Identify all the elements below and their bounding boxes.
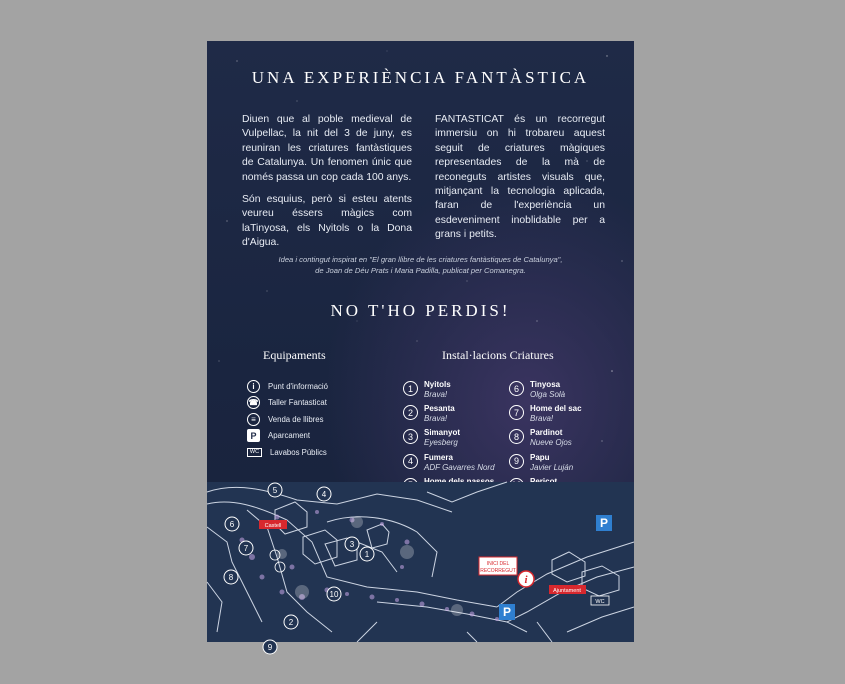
map-marker-10: 10 (329, 590, 339, 599)
equipaments-list (247, 378, 328, 461)
parking-label-north: P (599, 516, 609, 530)
artist-name: Nueve Ojos (530, 438, 572, 448)
number-badge: 1 (403, 381, 418, 396)
map-marker-8: 8 (228, 573, 234, 582)
poster (207, 41, 634, 652)
legend-label: Punt d'informació (268, 381, 328, 391)
legend-item-info (247, 378, 328, 395)
map-marker-1: 1 (364, 550, 370, 559)
creature-name: Pardinot (530, 428, 563, 438)
legend-label: Aparcament (268, 431, 311, 441)
creature-name: Home del sac (530, 404, 582, 414)
installacions-heading: Instal·lacions Criatures (442, 348, 554, 362)
artist-name: Brava! (424, 390, 448, 399)
number-badge: 7 (509, 405, 524, 420)
equipaments-heading: Equipaments (263, 348, 326, 362)
artist-name: Eyesberg (424, 438, 458, 448)
artist-name: Brava! (530, 414, 554, 424)
workshop-icon: ☎ (248, 398, 259, 408)
creature-name: Papu (530, 452, 550, 462)
book-icon: ≡ (247, 413, 260, 426)
ajuntament-label: Ajuntament (553, 588, 581, 594)
creature-name: Nyitols (424, 380, 451, 389)
number-badge: 6 (509, 381, 524, 396)
main-title: UNA EXPERIÈNCIA FANTÀSTICA (251, 68, 590, 87)
legend-label: Lavabos Públics (270, 447, 327, 457)
parking-icon: P (247, 429, 260, 442)
map-marker-7: 7 (243, 544, 249, 553)
number-badge: 3 (403, 429, 418, 444)
creature-name: Simanyot (424, 428, 461, 438)
legend-item-parking (247, 428, 328, 445)
creature-name: Fumera (424, 452, 453, 462)
parking-label-south: P (502, 605, 512, 619)
legend-item-books (247, 411, 328, 428)
legend-item-wc (247, 444, 328, 461)
legend-label: Venda de llibres (268, 414, 324, 424)
wc-map-label: WC (595, 599, 605, 605)
intro-paragraph-2: Són esquius, però si esteu atents veureu éssers màgics com laTinyosa, els Nyitols o la Dona d'Aigua. (242, 194, 412, 249)
creature-name: Pesanta (424, 404, 455, 414)
artist-name: Brava! (424, 414, 448, 424)
map-marker-5: 5 (272, 486, 278, 495)
map-marker-3: 3 (349, 540, 355, 549)
number-badge: 9 (509, 454, 524, 469)
creature-name: Tinyosa (530, 380, 561, 389)
credit-line-1: Idea i contingut inspirat en "El gran llibre de les criatures fantàstiques de Catalunya", (278, 255, 563, 264)
subtitle: NO T'HO PERDIS! (330, 301, 511, 320)
credit-text (227, 254, 614, 276)
credit-line-2: de Joan de Déu Prats i Maria Padilla, publicat per Comanegra. (315, 266, 526, 275)
artist-name: Javier Luján (530, 462, 574, 472)
info-point-glyph: i (524, 574, 528, 586)
intro-paragraph-3: FANTASTICAT és un recorregut immersiu on hi trobareu aquest seguit de criatures màgiques representades de la mà de reconeguts artistes visuals que, mitjançant la tecnologia aplicada, faran de l'experiència un esdeveniment inoblidable per a grans i petits. (435, 114, 605, 241)
map-marker-4: 4 (321, 490, 327, 499)
number-badge: 8 (509, 429, 524, 444)
intro-right-column (435, 113, 605, 251)
artist-name: Olga Solà (530, 390, 566, 399)
map-marker-2: 2 (288, 618, 294, 627)
legend-label: Taller Fantasticat (268, 398, 327, 408)
legend-item-workshop (247, 395, 328, 412)
inici-label-1: INICI DEL (486, 561, 510, 567)
artist-name: ADF Gavarres Nord (424, 462, 495, 472)
number-badge: 4 (403, 454, 418, 469)
castell-label: Castell (264, 523, 282, 529)
map-marker-9: 9 (267, 643, 273, 652)
map-marker-6: 6 (229, 520, 235, 529)
intro-left-column (242, 113, 412, 259)
number-badge: 2 (403, 405, 418, 420)
info-icon: i (247, 380, 260, 393)
intro-paragraph-1: Diuen que al poble medieval de Vulpellac, la nit del 3 de juny, es reuniran les criatures fantàstiques de Catalunya. Un fenomen únic que només passa un cop cada 100 anys. (242, 114, 412, 183)
village-map (207, 482, 634, 652)
inici-label-2: RECORREGUT (480, 568, 516, 574)
wc-icon: WC (247, 448, 262, 457)
map-drawing (207, 482, 634, 652)
